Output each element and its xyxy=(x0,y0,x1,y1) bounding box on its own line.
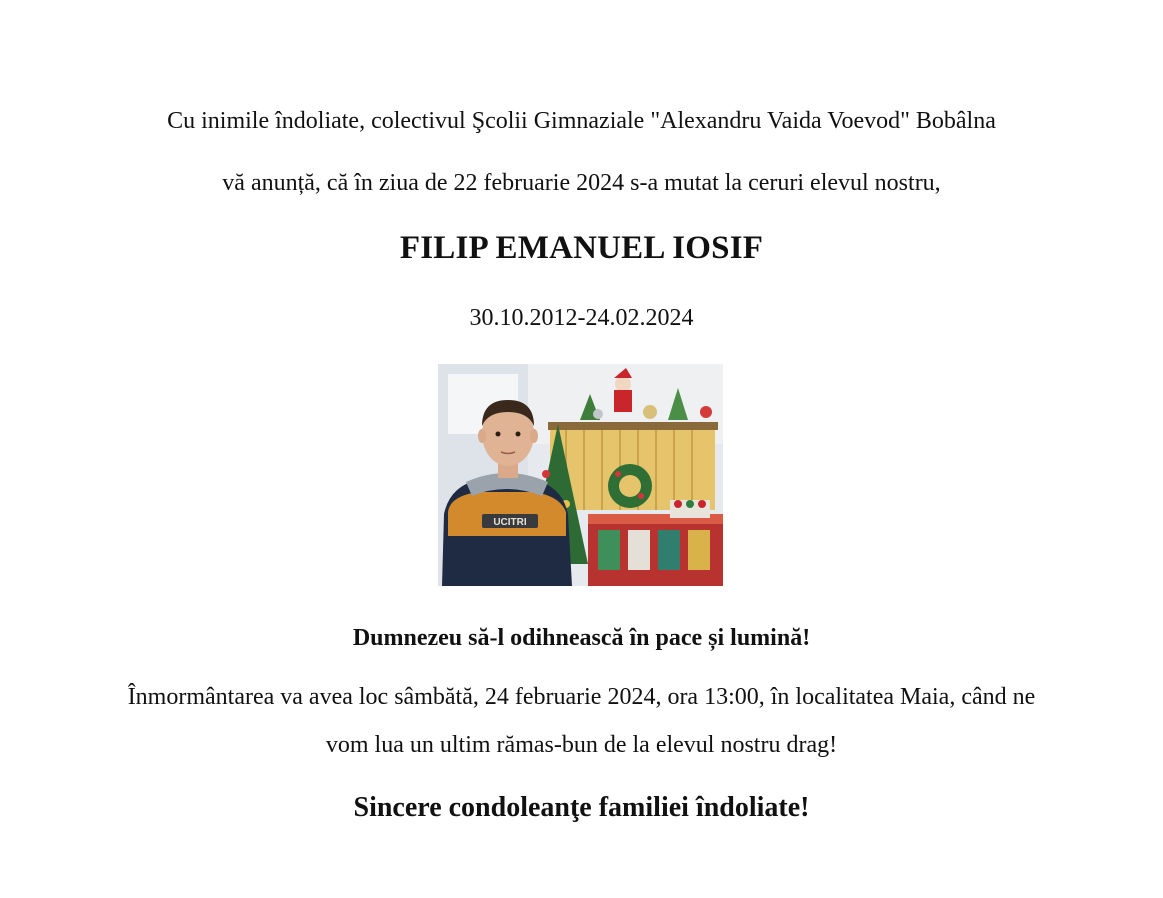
intro-line-2: vă anunță, că în ziua de 22 februarie 2024 s-a mutat la ceruri elevul nostru, xyxy=(222,170,941,196)
deceased-name: FILIP EMANUEL IOSIF xyxy=(399,230,764,266)
portrait-photo xyxy=(438,364,723,586)
intro-line-1: Cu inimile îndoliate, colectivul Şcolii Gimnaziale "Alexandru Vaida Voevod" Bobâlna xyxy=(167,108,996,134)
life-dates: 30.10.2012-24.02.2024 xyxy=(469,305,694,331)
shirt-print: UCITRI xyxy=(493,517,527,528)
funeral-line-2: vom lua un ultim rămas-bun de la elevul nostru drag! xyxy=(325,732,838,758)
condolences-text: Sincere condoleanţe familiei îndoliate! xyxy=(353,792,810,823)
funeral-line-1: Înmormântarea va avea loc sâmbătă, 24 februarie 2024, ora 13:00, în localitatea Maia, când ne xyxy=(127,684,1036,710)
blessing-text: Dumnezeu să-l odihnească în pace și lumină! xyxy=(352,625,811,651)
